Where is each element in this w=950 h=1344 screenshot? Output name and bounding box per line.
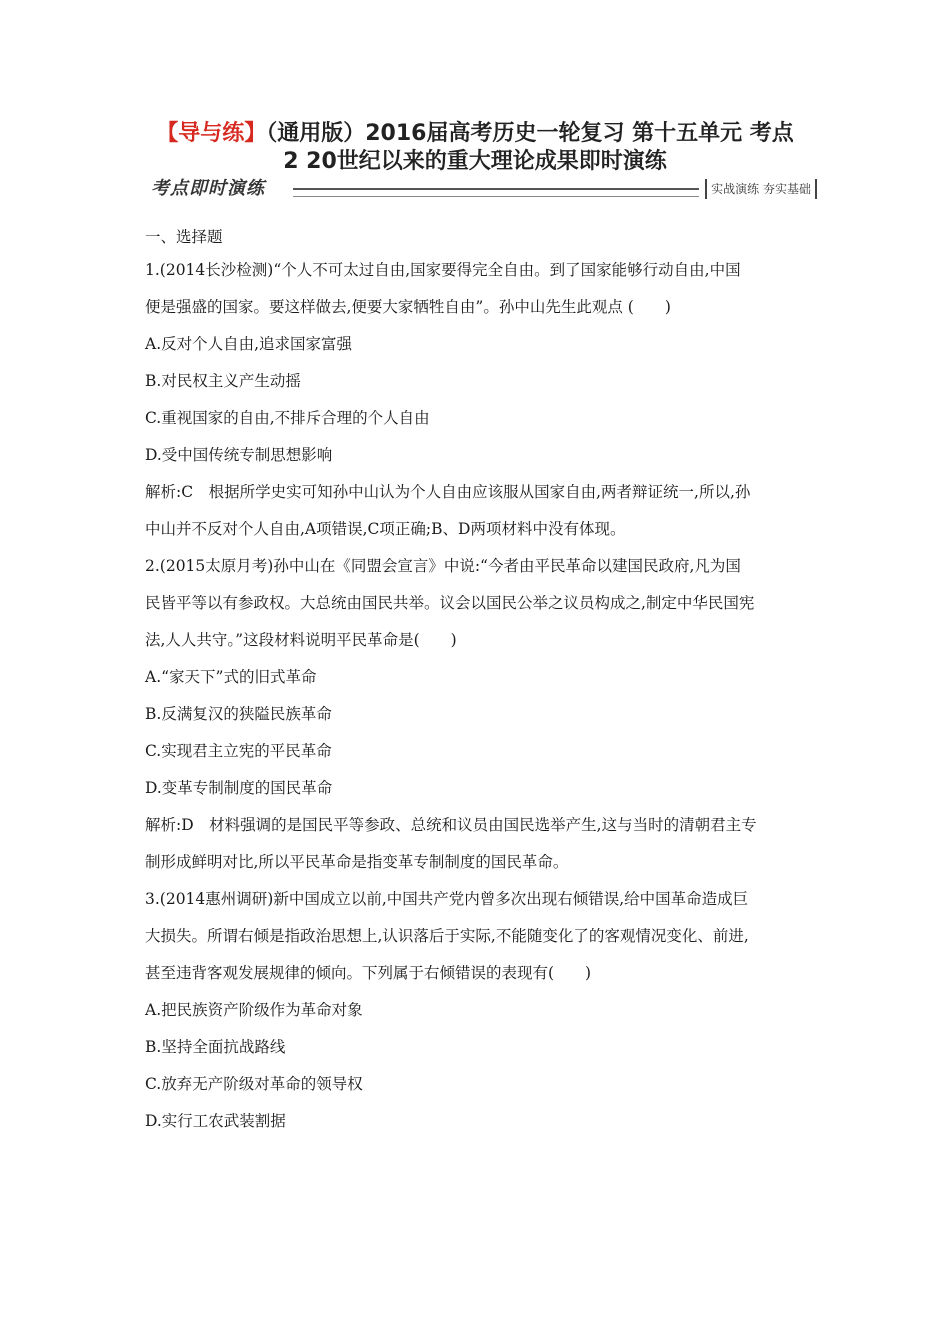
banner-rule — [293, 188, 699, 197]
option-d: D.受中国传统专制思想影响 — [145, 446, 333, 464]
analysis-line: 中山并不反对个人自由,A项错误,C项正确;B、D两项材料中没有体现。 — [145, 520, 626, 538]
document-body — [145, 222, 810, 1140]
title-bracket-tag: 【导与练】 — [156, 121, 267, 146]
question-stem-line: 便是强盛的国家。要这样做去,便要大家牺牲自由”。孙中山先生此观点 ( ) — [145, 298, 671, 316]
option-a: A.“家天下”式的旧式革命 — [145, 668, 317, 686]
title-line-1-text: （通用版）2016届高考历史一轮复习 第十五单元 考点 — [266, 121, 794, 146]
option-a: A.反对个人自由,追求国家富强 — [145, 335, 353, 353]
document-title — [0, 120, 950, 176]
banner-right-label: 实战演练 夯实基础 — [705, 179, 817, 199]
title-line-2: 2 20世纪以来的重大理论成果即时演练 — [283, 149, 667, 174]
question-stem-line: 2.(2015太原月考)孙中山在《同盟会宣言》中说:“今者由平民革命以建国民政府,凡为国 — [145, 557, 741, 575]
option-b: B.反满复汉的狭隘民族革命 — [145, 705, 332, 723]
question-3 — [145, 881, 810, 1140]
option-b: B.坚持全面抗战路线 — [145, 1038, 286, 1056]
question-2 — [145, 548, 810, 881]
title-line-1 — [0, 120, 950, 148]
option-c: C.放弃无产阶级对革命的领导权 — [145, 1075, 363, 1093]
banner-tag: 考点即时演练 — [151, 178, 265, 199]
section-heading: 一、选择题 — [145, 228, 223, 246]
section-banner — [145, 176, 817, 202]
option-a: A.把民族资产阶级作为革命对象 — [145, 1001, 363, 1019]
question-stem-line: 3.(2014惠州调研)新中国成立以前,中国共产党内曾多次出现右倾错误,给中国革命造成巨 — [145, 890, 749, 908]
question-stem-line: 法,人人共守。”这段材料说明平民革命是( ) — [145, 631, 457, 649]
option-d: D.实行工农武装割据 — [145, 1112, 286, 1130]
question-1 — [145, 252, 810, 548]
analysis-line: 制形成鲜明对比,所以平民革命是指变革专制制度的国民革命。 — [145, 853, 569, 871]
option-c: C.实现君主立宪的平民革命 — [145, 742, 332, 760]
question-stem-line: 1.(2014长沙检测)“个人不可太过自由,国家要得完全自由。到了国家能够行动自由,中国 — [145, 261, 741, 279]
option-b: B.对民权主义产生动摇 — [145, 372, 301, 390]
option-d: D.变革专制制度的国民革命 — [145, 779, 333, 797]
question-stem-line: 甚至违背客观发展规律的倾向。下列属于右倾错误的表现有( ) — [145, 964, 592, 982]
option-c: C.重视国家的自由,不排斥合理的个人自由 — [145, 409, 430, 427]
analysis-line: 解析:D 材料强调的是国民平等参政、总统和议员由国民选举产生,这与当时的清朝君主专 — [145, 816, 757, 834]
question-stem-line: 民皆平等以有参政权。大总统由国民共举。议会以国民公举之议员构成之,制定中华民国宪 — [145, 594, 755, 612]
question-stem-line: 大损失。所谓右倾是指政治思想上,认识落后于实际,不能随变化了的客观情况变化、前进, — [145, 927, 749, 945]
analysis-line: 解析:C 根据所学史实可知孙中山认为个人自由应该服从国家自由,两者辩证统一,所以,孙 — [145, 483, 751, 501]
